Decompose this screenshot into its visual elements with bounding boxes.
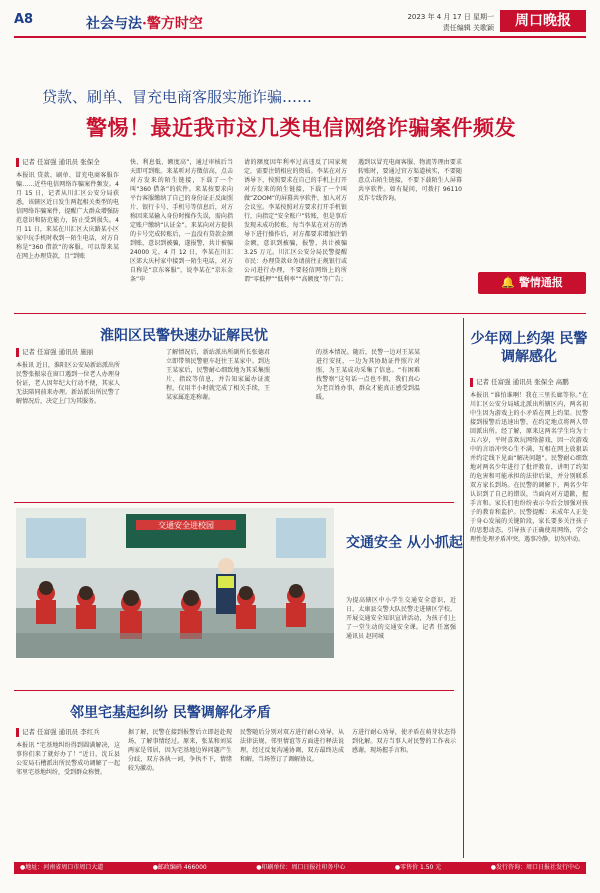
article3-byline: 记者 任富强 通讯员 李红兵 bbox=[16, 728, 120, 737]
article3-column-text: 本报讯 “宅基地纠纷得到圆满解决，这事你们来了就好办了！”近日，沈丘县公安局石槽派出所民警成功调解了一起邻里宅基地纠纷，受到群众称赞。 bbox=[16, 742, 120, 776]
classroom-photo bbox=[16, 508, 334, 658]
right-article-headline: 少年网上约架 民警调解感化 bbox=[470, 331, 588, 365]
board-banner-text: 交通安全进校园 bbox=[158, 521, 214, 530]
masthead bbox=[14, 8, 586, 38]
article2-column-2 bbox=[166, 348, 270, 402]
footer-bar bbox=[14, 862, 586, 874]
page-label: A8 bbox=[14, 12, 34, 27]
section-divider bbox=[14, 690, 454, 691]
article3-column-text: 民警随后分别对双方进行耐心劝导，从法律法规、邻里情谊等方面进行释法说理，经过反复沟通协调，双方最终达成和解，当场签订了调解协议。 bbox=[240, 729, 344, 763]
footer-item: ●发行咨询：周口日报社发行中心 bbox=[490, 864, 580, 871]
lead-column-text: 本报讯 贷款、刷单、冒充电商客服诈骗……近些电信网络诈骗案件频发。4 月 15 日，记者从川汇区公安分局获悉，该辖区近日发生两起相关类型的电信网络诈骗案件，提醒广大群众增强防范意识和防范能力，防止受到损失。4 月 11 日，来某在川汇区大庆路某小区家中玩手机时收到一陌生电话，对方自称是“360 借款”的客服，可以帮来某在网上办理贷款，且“到账 bbox=[16, 172, 119, 260]
alert-badge bbox=[478, 272, 586, 294]
article2-column-text: 的基本情况。随后，民警一边对王某某进行安抚，一边为其协助证件照片对照，为王某成功采集了信息。“有困难找警察”这句话一点也不假，我们真心为老百姓办事，群众才能真正感受到温暖。 bbox=[316, 349, 420, 401]
article2-body bbox=[16, 348, 456, 498]
section-title bbox=[86, 13, 203, 33]
section-divider bbox=[14, 502, 454, 503]
alert-badge-label: 警情通报 bbox=[518, 276, 563, 289]
right-article-text: 本报讯 “谁怕谁啊！我在三里长廊等你。”在川汇区公安分局城北派出所辖区内，两名初中生因为游戏上的小矛盾在网上约架。民警接到报警后迅速出警，在约定地点将两人带回派出所。经了解，原来这两名学生均为十五六岁，平时喜欢玩网络游戏，因一次游戏中的言语冲突心生不满，互相在网上放狠话并约定线下见面“解决问题”。民警耐心细致地对两名少年进行了批评教育，讲明了约架的危害和可能承担的法律后果，并分别联系双方家长到场。在民警的调解下，两名少年认识到了自己的错误，当面向对方道歉，握手言和。家长们也纷纷表示今后会加强对孩子的教育和监护。民警提醒：未成年人正处于身心发展的关键阶段，家长要多关注孩子的思想动态，引导孩子正确使用网络，学会理性处理矛盾冲突，遇事冷静，切勿冲动。 bbox=[470, 392, 588, 543]
lead-column-2 bbox=[130, 158, 233, 284]
footer-item: ●印刷单位：周口日报社印务中心 bbox=[256, 864, 346, 871]
bell-icon: 🔔 bbox=[501, 276, 515, 289]
article3-column-2 bbox=[128, 728, 232, 773]
footer-item: ●地址：河南省周口市周口大道 bbox=[20, 864, 104, 871]
editor-credit: 责任编辑 关歌颖 bbox=[442, 24, 494, 32]
subsection-name: ·警方时空 bbox=[142, 16, 203, 32]
lead-column-4 bbox=[358, 158, 462, 203]
photo-caption-body: 为提高辖区中小学生交通安全意识，近日，太康县交警大队民警走进辖区学校，开展交通安全知识宣讲活动，为孩子们上了一堂生动的交通安全课。记者 任富强 通讯员 赵同城 bbox=[346, 597, 456, 640]
lead-byline: 记者 任富强 通讯员 张保全 bbox=[16, 158, 119, 167]
photo-caption-title: 交通安全 从小抓起 bbox=[346, 535, 463, 551]
article2-column-3 bbox=[316, 348, 420, 402]
lead-column-3 bbox=[244, 158, 347, 284]
footer-item: ●零售价 1.50 元 bbox=[394, 864, 442, 871]
lead-column-1 bbox=[16, 158, 119, 261]
classroom-illustration bbox=[16, 508, 334, 658]
article3-column-4 bbox=[352, 728, 456, 755]
article2-column-text: 了解情况后，新站派出所副所长张德君立即带领民警驱车赶往王某家中。到达王某家后，民警耐心细致地为其采集照片、指纹等信息，并告知家属办证流程，仅用半小时就完成了相关手续，王某家属连连称谢。 bbox=[166, 349, 270, 401]
lead-article-body bbox=[16, 158, 586, 298]
page-number bbox=[14, 12, 33, 27]
lead-column-text: 快、利息低、额度高”，通过审核后当天即可到账。来某听对方徵信高，点击对方发来的陌生链接，下载了一个叫“360 借条”的软件。来某按要求向平台客服缴纳了自己的身份证正反面照片、银行卡号、手机号等信息后，对方称因来某输入身份时操作失误，需向指定账户缴纳“认证金”。来某向对方提供的卡号完成转账后，一直没有贷款金额到账，意识到被骗，遂报警，共计被骗 24000 元。4 月 12 日，李某在川汇区郊大庆村家中接到一陌生电话，对方自称是“京东客服”，说李某在“京东金条”申 bbox=[130, 159, 233, 283]
lead-column-text: 请的额度因年利率过高违反了国家规定，需要注销相应的资质。李某在对方诱导下，按照要求在自己的手机上打开对方发来的陌生链接，下载了一个叫做“ZOOM”的屏幕共享软件，加入对方会议室。李某按照对方要求打开手机银行，向指定“安全账户”转账，但是事后发现未成功转账。每当李某在对方的诱导下进行操作后，对方都要求增加注销金额，意识到被骗，报警，共计被骗 3.25 万元。川汇区公安分局民警提醒市民：办理贷款业务请前往正规银行或公司进行办理，不要轻信网络上的所谓“零抵押”“低利率”“高额度”等广告； bbox=[244, 159, 347, 283]
section-name: 社会与法 bbox=[86, 16, 142, 32]
article2-headline: 淮阳区民警快速办证解民忧 bbox=[100, 328, 268, 344]
footer-item: ●邮政编码 466000 bbox=[152, 864, 207, 871]
column-divider bbox=[463, 318, 464, 858]
lead-subtitle: 贷款、刷单、冒充电商客服实施诈骗…… bbox=[42, 88, 313, 106]
issue-date: 2023 年 4 月 17 日 星期一 bbox=[407, 13, 494, 21]
lead-column-text: 遇到以冒充电商客服、物流等理由要求转账时，要通过官方渠道核实，不要随意点击陌生链接，不要下载陌生人屏幕共享软件。如有疑问，可拨打 96110 反诈专线咨询。 bbox=[358, 159, 462, 202]
article3-column-1 bbox=[16, 728, 120, 777]
lead-headline: 警惕！最近我市这几类电信网络诈骗案件频发 bbox=[86, 115, 516, 140]
article2-column-1 bbox=[16, 348, 120, 406]
article3-column-text: 方进行耐心劝导，使矛盾在萌芽状态得到化解。双方当事人对民警的工作表示感谢，现场握手言和。 bbox=[352, 729, 456, 754]
right-article-body bbox=[470, 378, 588, 544]
article3-column-text: 据了解，民警在接到报警后立即赶赴现场，了解事情经过。原来，张某和刘某两家是邻居，因为宅基地边界问题产生分歧，双方各执一词，争执不下，情绪较为激动。 bbox=[128, 729, 232, 772]
article3-body bbox=[16, 728, 456, 858]
right-article-byline: 记者 任富强 通讯员 张保全 高鹏 bbox=[470, 378, 588, 387]
article2-byline: 记者 任富强 通讯员 施丽 bbox=[16, 348, 120, 357]
paper-logo: 周口晚报 bbox=[500, 10, 586, 32]
article2-column-text: 本报讯 近日，淮阳区公安局新站派出所民警张振泉在窗口遇到一位老人办理身份证，老人因年纪大行动不便，其家人无法陪同前来办理。新站派出所民警了解情况后，决定上门为其服务。 bbox=[16, 362, 120, 405]
article3-column-3 bbox=[240, 728, 344, 764]
article3-headline: 邻里宅基起纠纷 民警调解化矛盾 bbox=[70, 705, 271, 721]
section-divider bbox=[14, 313, 586, 314]
date-block bbox=[407, 12, 494, 34]
